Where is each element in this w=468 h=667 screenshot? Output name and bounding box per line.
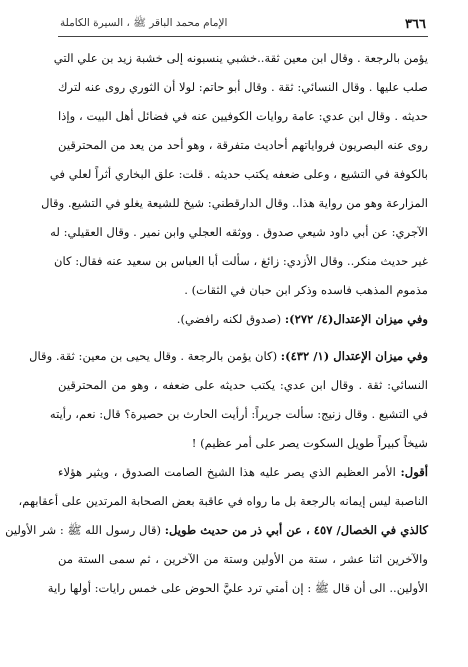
aqulu-label: أقول:	[400, 465, 428, 479]
text-line: بالكوفة في التشيع ، وعلى ضعفه يكتب حديثه . قلت: علق البخاري أثراً لعلي في	[49, 167, 428, 181]
text-line: مذموم المذهب فاسده وذكر ابن حبان في الثقات) .	[184, 283, 428, 297]
text-line: النسائي: ثقة . وقال ابن عدي: يكتب حديثه على ضعفه ، وهو من المحترقين	[58, 378, 428, 392]
text-line: في التشيع . وقال زنيج: سألت جريراً: أرأيت الحارث بن حصيرة؟ قال: نعم، رأيته	[49, 407, 428, 421]
text-line: صلب عليها . وقال النسائي: ثقة . وقال أبو حاتم: لولا أن الثوري روى عنه لترك	[58, 80, 428, 94]
citation-source: وفي ميزان الإعتدال(٤/ ٢٧٢):	[284, 312, 428, 326]
citation-text: (كان يؤمن بالرجعة . وقال يحيى بن معين: ثقة. وقال	[29, 349, 281, 363]
citation-mizan-2	[29, 342, 428, 371]
text-line: يؤمن بالرجعة . وقال ابن معين ثقة..خشبي ينسبونه إلى خشبة زيد بن علي التي	[53, 51, 428, 65]
text-line: الأولين.. الى أن قال ﷺ : إن أمتي ترد عليَّ الحوض على خمس رايات: أولها راية	[47, 581, 428, 595]
text-line: المزارعة وهو من رواية هذا.. وقال الدارقطني: شيخ للشيعة يغلو في التشيع. وقال	[41, 196, 428, 210]
khisal-citation	[5, 516, 428, 545]
page-header	[60, 14, 426, 34]
text-line: روى عنه البصريون فرواياتهم أحاديث متفرقة ، وهو أحد من يعد من المحترقين	[58, 138, 428, 152]
text-line: الناصبة ليس إيمانه بالرجعة بل ما رواه في عاقبة بعض الصحابة المرتدين على أعقابهم،	[18, 494, 428, 508]
text-line: والآخرين اثنا عشر ، ستة من الأولين وستة من الآخرين ، ثم سمى الستة من	[58, 552, 428, 566]
citation-source: كالذي في الخصال/ ٤٥٧ ، عن أبي ذر من حديث طويل:	[164, 523, 428, 537]
citation-mizan-1	[58, 305, 428, 334]
text-line: غير حديث منكر.. وقال الأزدي: زائغ ، سألت أبا العباس بن سعيد عنه فقال: كان	[53, 254, 428, 268]
text-line: شيخاً كبيراً طويل السكوت يصر على أمر عظيم) !	[191, 436, 428, 450]
text-line: الآجري: عن أبي داود شيعي صدوق . ووثقه العجلي وابن نمير . وقال العقيلي: له	[50, 225, 428, 239]
running-title: الإمام محمد الباقر ﷺ ، السيرة الكاملة	[60, 16, 228, 29]
text-line: حديثه . وقال ابن عدي: عامة روايات الكوفيين عنه في فضائل أهل البيت ، وإذا	[58, 109, 428, 123]
paragraph-gap	[58, 334, 428, 342]
header-divider	[58, 36, 428, 37]
aqulu-paragraph	[58, 458, 428, 487]
aqulu-text: الأمر العظيم الذي يصر عليه هذا الشيخ الصامت الصدوق ، ويثير هؤلاء	[58, 465, 401, 479]
body-text	[5, 44, 428, 603]
citation-text: (صدوق لكنه رافضي).	[176, 312, 285, 326]
page-number: ٣٦٦	[405, 16, 426, 32]
citation-source: وفي ميزان الإعتدال (١/ ٤٣٢):	[280, 349, 428, 363]
citation-text: (قال رسول الله ﷺ : شر الأولين	[5, 523, 165, 537]
